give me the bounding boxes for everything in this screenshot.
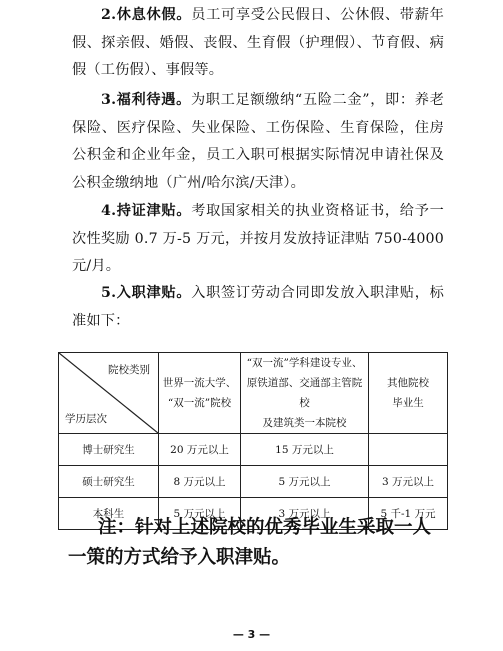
paragraph-text: 员工可享受公民假日、公休假、带薪年假、探亲假、婚假、丧假、生育假（护理假）、节育假、病假（工伤假）、事假等。: [72, 7, 444, 78]
corner-label-school-type: 院校类别: [108, 364, 150, 376]
corner-label-education-level: 学历层次: [65, 413, 107, 425]
table-cell: 15 万元以上: [241, 434, 369, 466]
row-level: 硕士研究生: [59, 466, 159, 498]
paragraph-lead: 3.福利待遇。: [101, 92, 191, 108]
row-level: 博士研究生: [59, 434, 159, 466]
table-header-row: [59, 353, 448, 434]
paragraph-holidays: [72, 2, 444, 85]
table-cell: 3 万元以上: [369, 466, 448, 498]
column-header-world-class: 世界一流大学、 “双一流”院校: [159, 353, 241, 434]
paragraph-benefits: [72, 87, 444, 197]
table-cell: 5 千-1 万元: [369, 498, 448, 530]
paragraph-text: 为职工足额缴纳“五险二金”，即：养老保险、医疗保险、失业保险、工伤保险、生育保险，住房公积金和企业年金，员工入职可根据实际情况申请社保及公积金缴纳地（广州/哈尔滨/天津）。: [72, 92, 444, 191]
table-cell: 5 万元以上: [241, 466, 369, 498]
table-cell: 3 万元以上: [241, 498, 369, 530]
table-cell: [369, 434, 448, 466]
paragraph-text: 考取国家相关的执业资格证书，给予一次性奖励 0.7 万-5 万元，并按月发放持证津贴 750-4000 元/月。: [72, 203, 444, 274]
row-level: 本科生: [59, 498, 159, 530]
paragraph-onboarding-allowance: [72, 280, 444, 335]
table-cell: 20 万元以上: [159, 434, 241, 466]
table-cell: 5 万元以上: [159, 498, 241, 530]
paragraph-lead: 5.入职津贴。: [101, 285, 192, 301]
allowance-table: [58, 352, 448, 530]
note-line-2: 一策的方式给予入职津贴。: [68, 547, 291, 568]
table-row: [59, 466, 448, 498]
column-header-other: 其他院校 毕业生: [369, 353, 448, 434]
page-number: — 3 —: [232, 628, 271, 641]
table-row: [59, 434, 448, 466]
paragraph-lead: 4.持证津贴。: [101, 203, 192, 219]
column-header-discipline: “双一流”学科建设专业、 原铁道部、交通部主管院校 及建筑类一本院校: [241, 353, 369, 434]
table-cell: 8 万元以上: [159, 466, 241, 498]
paragraph-text: 入职签订劳动合同即发放入职津贴，标准如下：: [72, 285, 444, 329]
table-corner-cell: [59, 353, 159, 434]
note-line-1: 注：针对上述院校的优秀毕业生采取一人: [98, 517, 432, 538]
paragraph-certificate-allowance: [72, 198, 444, 281]
paragraph-lead: 2.休息休假。: [101, 7, 192, 23]
